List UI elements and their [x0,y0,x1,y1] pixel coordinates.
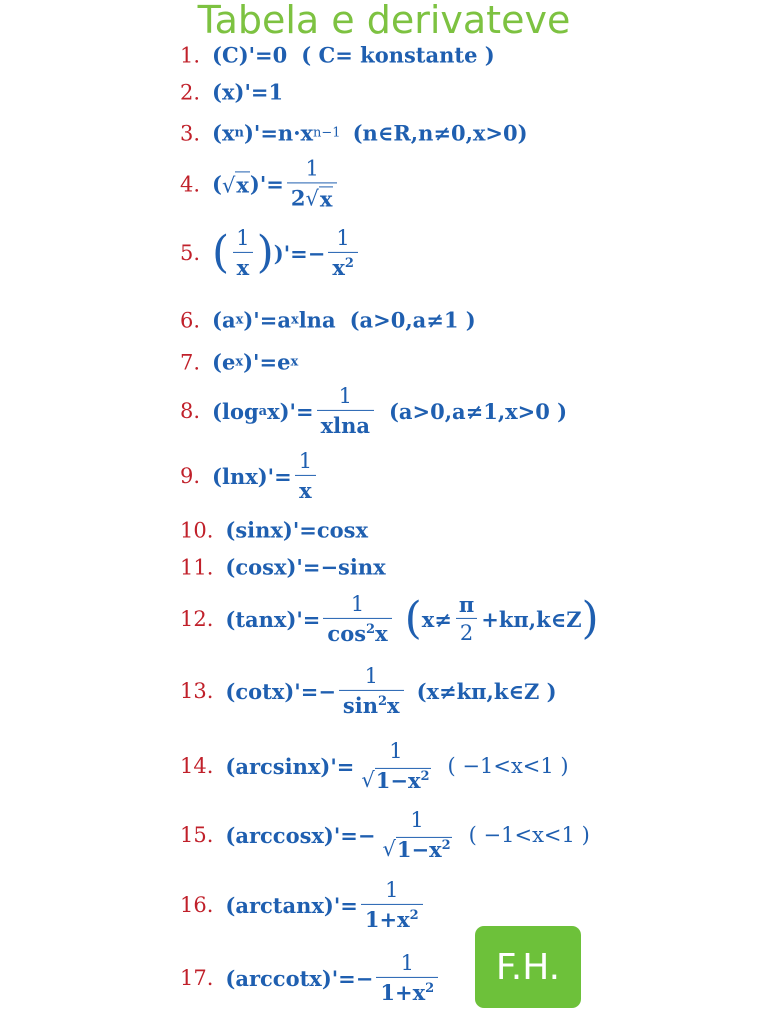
denominator [361,904,423,931]
sqrt: √ x [221,172,249,197]
numerator: 1 [364,663,378,688]
condition: ( −1<x<1 ) [468,823,590,847]
formula-lhs: (e [212,349,236,375]
right-paren-glyph: ) [256,227,274,278]
item-number: 14. [180,754,214,778]
exponent: n−1 [313,125,341,141]
condition: ( −1<x<1 ) [447,754,569,778]
numerator: 1 [305,156,319,181]
formula-lhs: (arctanx)'= [225,892,358,918]
condition-post: +kπ,k∈Z [481,606,582,632]
radicand: 1−x [396,837,442,862]
numerator: 1 [350,591,365,616]
fraction [361,879,423,931]
fraction [455,593,478,645]
author-badge: F.H. [475,926,581,1008]
denominator: √ $1-x^2$ [361,768,430,793]
denominator: 2 √ x [287,183,338,211]
denominator [376,977,438,1004]
den-base: 1+x [380,980,426,1005]
fraction [376,952,438,1004]
formula-lhs: (cotx)'=− [225,678,336,704]
den-var: x [387,693,400,718]
formula-lhs: (a [212,307,236,333]
numerator: 1 [389,738,403,763]
item-number: 4. [180,172,201,196]
formula-rhs: )'=e [243,349,291,375]
numerator: 1 [336,225,350,250]
numerator: 1 [298,448,313,473]
fraction [317,385,374,437]
exponent: 2 [366,622,376,637]
condition: (n∈R,n≠0,x>0) [352,120,528,146]
denominator [323,618,391,645]
numerator: 1 [400,950,414,975]
formula: (sinx)'=cosx [225,517,369,543]
denominator: x [233,252,254,279]
formula-lhs: (log [212,398,259,424]
item-number: 12. [180,607,214,631]
condition: (a>0,a≠1,x>0 ) [388,398,568,424]
exponent: 2 [441,838,451,853]
formula-rhs: )'= [249,171,284,197]
formula-lhs: (arccosx)'=− [225,822,376,848]
formula: (x)'=1 [212,79,284,105]
denominator: x [295,475,316,502]
condition: (a>0,a≠1 ) [349,307,476,333]
numerator: 1 [385,877,399,902]
formula-lhs: (arcsinx)'= [225,753,355,779]
log-base: a [258,403,268,419]
radicand: x [319,186,333,212]
formula: (cosx)'=−sinx [225,554,386,580]
fraction [339,665,404,717]
page-title: Tabela e derivateve [197,0,571,42]
exponent: x [235,312,244,328]
formula-rhs: )'=− [273,240,326,266]
denominator: xlna [317,410,374,437]
exponent: 2 [378,694,388,709]
item-number: 10. [180,518,214,542]
item-number: 5. [180,241,201,265]
den-func: sin [342,693,378,718]
exponent: x [290,312,299,328]
denominator: √ $1-x^2$ [382,837,451,862]
item-number: 8. [180,399,201,423]
den-func: cos [327,621,367,646]
fraction [232,227,253,279]
left-paren-glyph: ( [404,593,422,644]
numerator: 1 [410,807,424,832]
formula-lhs: (x [212,120,235,146]
item-number: 2. [180,80,201,104]
fraction [287,157,338,210]
exponent: n [234,125,244,141]
radicand: 1−x [375,768,421,793]
exponent: x [235,354,244,370]
condition: (x≠kπ,k∈Z ) [416,678,557,704]
formula-lhs: (lnx)'= [212,463,292,489]
fraction [295,450,316,502]
numerator: 1 [236,225,250,250]
item-number: 9. [180,464,201,488]
coefficient: 2 [290,185,306,211]
exponent: 2 [344,256,354,271]
den-base: x [332,255,345,280]
formula-rest: lna [298,307,336,333]
condition: ( C= konstante ) [301,42,495,68]
den-base: 1+x [364,907,410,932]
exponent: 2 [420,769,430,784]
item-number: 15. [180,823,214,847]
left-paren-glyph: ( [212,227,230,278]
formula-rhs: )'=n·x [243,120,314,146]
item-number: 13. [180,679,214,703]
denominator [339,690,404,717]
denominator: 2 [456,618,477,645]
exponent: 2 [409,908,419,923]
item-number: 16. [180,893,214,917]
item-number: 17. [180,966,214,990]
condition-pre: x≠ [421,606,452,632]
fraction [323,593,391,645]
item-number: 7. [180,350,201,374]
item-number: 1. [180,43,201,67]
den-var: x [375,621,388,646]
paren: ( [212,171,222,197]
denominator [328,252,358,279]
numerator: 1 [338,383,352,408]
item-number: 6. [180,308,201,332]
formula-lhs: (tanx)'= [225,606,321,632]
fraction [379,809,456,861]
fraction [328,227,358,279]
exponent: x [290,354,299,370]
formula-lhs-tail: x)'= [267,398,314,424]
radicand: x [236,172,249,197]
exponent: 2 [425,981,435,996]
formula: (C)'=0 [212,42,288,68]
item-number: 3. [180,121,201,145]
right-paren-glyph: ) [581,593,599,644]
numerator: π [458,591,475,617]
item-number: 11. [180,555,214,579]
fraction [357,740,434,792]
formula-lhs: (arccotx)'=− [225,965,374,991]
formula-rhs: )'=a [243,307,291,333]
